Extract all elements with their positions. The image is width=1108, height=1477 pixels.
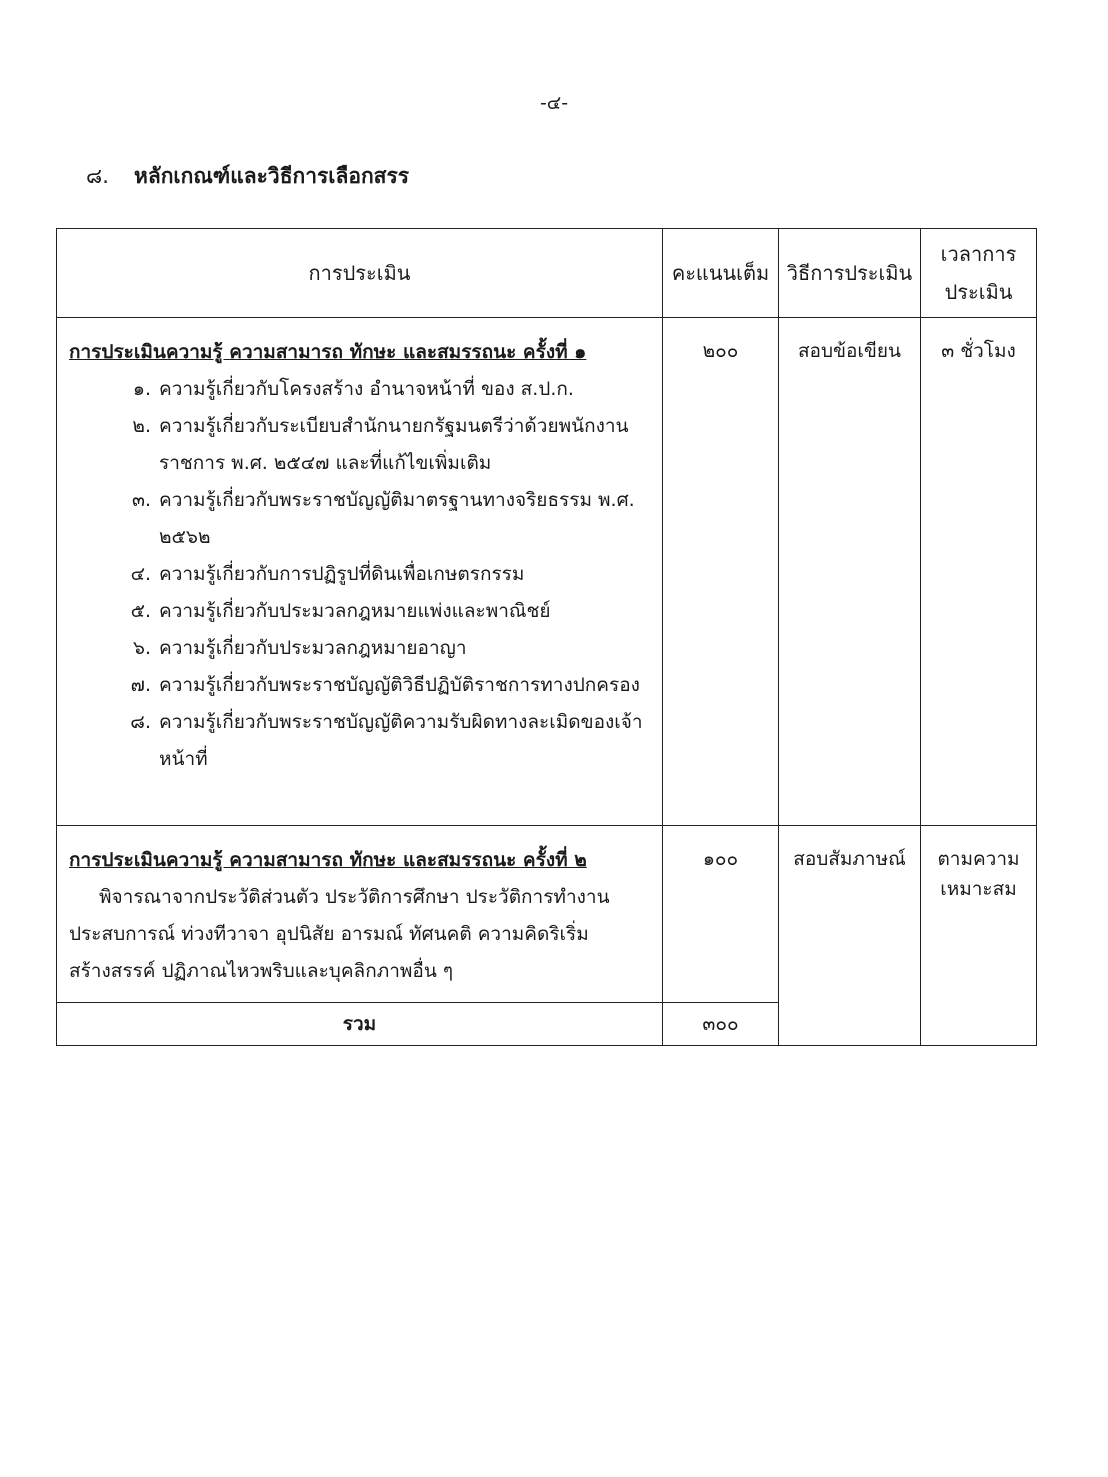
- list-item: [69, 704, 652, 778]
- round1-item-list: [69, 371, 652, 778]
- list-item-text: ความรู้เกี่ยวกับการปฏิรูปที่ดินเพื่อเกษตรกรรม: [159, 563, 525, 585]
- header-time: เวลาการประเมิน: [921, 229, 1037, 318]
- list-item-number: ๘.: [130, 711, 151, 733]
- list-item-number: ๔.: [130, 563, 151, 585]
- header-assessment: การประเมิน: [57, 229, 663, 318]
- list-item-text: ความรู้เกี่ยวกับระเบียบสำนักนายกรัฐมนตรีว่าด้วยพนักงานราชการ พ.ศ. ๒๕๔๗ และที่แก้ไขเพิ่มเติม: [159, 415, 629, 474]
- list-item-number: ๕.: [130, 600, 151, 622]
- table-header-row: [57, 229, 1037, 318]
- round2-method: สอบสัมภาษณ์: [779, 826, 921, 1046]
- list-item: [69, 371, 652, 408]
- list-item-number: ๑.: [132, 378, 151, 400]
- list-item: [69, 593, 652, 630]
- round1-score: ๒๐๐: [663, 318, 779, 826]
- round1-time: ๓ ชั่วโมง: [921, 318, 1037, 826]
- total-value: ๓๐๐: [663, 1003, 779, 1046]
- section-heading: [86, 160, 409, 193]
- round1-title: การประเมินความรู้ ความสามารถ ทักษะ และสมรรถนะ ครั้งที่ ๑: [69, 341, 587, 363]
- round2-time: ตามความเหมาะสม: [921, 826, 1037, 1046]
- list-item-text: ความรู้เกี่ยวกับพระราชบัญญัติความรับผิดทางละเมิดของเจ้าหน้าที่: [159, 711, 643, 770]
- list-item-number: ๗.: [130, 674, 151, 696]
- round2-description: พิจารณาจากประวัติส่วนตัว ประวัติการศึกษา ประวัติการทำงาน ประสบการณ์ ท่วงทีวาจา อุปนิสัย อารมณ์ ทัศนคติ ความคิดริเริ่มสร้างสรรค์ ปฏิภาณไหวพริบและบุคลิกภาพอื่น ๆ: [69, 886, 610, 982]
- round1-assessment-cell: [57, 318, 663, 826]
- list-item-text: ความรู้เกี่ยวกับประมวลกฎหมายอาญา: [159, 637, 467, 659]
- list-item-number: ๓.: [131, 489, 151, 511]
- list-item: [69, 667, 652, 704]
- table-row-round2: [57, 826, 1037, 1003]
- list-item: [69, 556, 652, 593]
- list-item-text: ความรู้เกี่ยวกับพระราชบัญญัติวิธีปฏิบัติราชการทางปกครอง: [159, 674, 640, 696]
- list-item-text: ความรู้เกี่ยวกับประมวลกฎหมายแพ่งและพาณิชย์: [159, 600, 551, 622]
- list-item-text: ความรู้เกี่ยวกับโครงสร้าง อำนาจหน้าที่ ของ ส.ป.ก.: [159, 378, 574, 400]
- evaluation-table: [56, 228, 1037, 1046]
- list-item-text: ความรู้เกี่ยวกับพระราชบัญญัติมาตรฐานทางจริยธรรม พ.ศ. ๒๕๖๒: [159, 489, 635, 548]
- section-number: ๘.: [86, 164, 109, 188]
- list-item-number: ๖.: [132, 637, 151, 659]
- round2-score: ๑๐๐: [663, 826, 779, 1003]
- section-title: หลักเกณฑ์และวิธีการเลือกสรร: [134, 164, 410, 188]
- round2-title: การประเมินความรู้ ความสามารถ ทักษะ และสมรรถนะ ครั้งที่ ๒: [69, 849, 587, 871]
- round2-assessment-cell: [57, 826, 663, 1003]
- list-item: [69, 630, 652, 667]
- list-item: [69, 482, 652, 556]
- table-row-round1: [57, 318, 1037, 826]
- total-label: รวม: [57, 1003, 663, 1046]
- round1-method: สอบข้อเขียน: [779, 318, 921, 826]
- list-item-number: ๒.: [132, 415, 151, 437]
- header-score: คะแนนเต็ม: [663, 229, 779, 318]
- page-number: -๔-: [539, 92, 569, 114]
- header-method: วิธีการประเมิน: [779, 229, 921, 318]
- list-item: [69, 408, 652, 482]
